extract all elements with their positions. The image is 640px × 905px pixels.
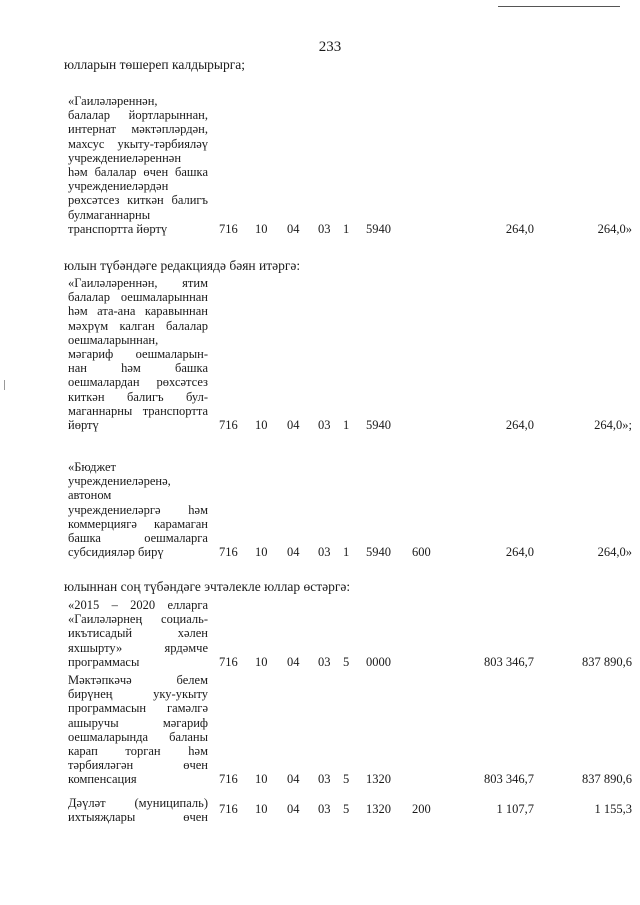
cell-amount-year1: 264,0 [505,221,534,236]
cell-expense-type: 600 [412,545,431,560]
paragraph-new-edition: юлын түбәндәге редакциядә бәян итәргә: [64,258,301,273]
description-line: Дәүләт (муниципаль) [68,796,208,810]
description-line: транспортта йөртү [68,221,168,236]
row-description [68,276,208,432]
cell-program: 03 [318,802,331,816]
row-description [68,460,208,559]
cell-subsection: 04 [287,654,300,669]
description-line: ихтыяҗлары өчен [68,810,208,825]
row-description [68,796,208,824]
description-line: бирүнең уку-укыту [68,687,208,702]
cell-amount-year2: 264,0» [597,221,632,236]
description-line: балалар йортларыннан, [68,108,208,123]
scan-margin-mark [4,380,5,390]
cell-subsection: 04 [287,802,300,816]
cell-section: 10 [255,221,268,236]
description-line: учреждениеләргә һәм [68,502,208,517]
cell-amount-year1: 803 346,7 [484,772,534,787]
cell-amount-year2: 1 155,3 [594,802,632,816]
description-line: булмаганнарны [68,207,151,222]
cell-target-article: 5940 [366,418,391,432]
description-line: тәрбияләгән өчен [68,758,208,773]
cell-subsection: 04 [287,221,300,236]
description-line: оешмалардан рөхсәтсез [68,375,208,390]
cell-direction: 1 [343,545,350,560]
description-line: башка оешмаларга [68,530,208,545]
description-line: махсус укыту-тәрбияләү [68,136,208,151]
cell-target-article: 5940 [366,545,391,560]
description-line: Мәктәпкәчә белем [68,673,208,687]
cell-target-article: 1320 [366,802,391,816]
description-line: мәхрүм калган балалар [68,318,208,333]
description-line: оешмаларыннан, [68,332,159,347]
description-line: учреждениеләреннән [68,150,182,165]
cell-subsection: 04 [287,545,300,560]
cell-program: 03 [318,654,331,669]
cell-subsection: 04 [287,418,300,432]
cell-target-article: 5940 [366,221,391,236]
cell-ministry-code: 716 [219,545,238,560]
cell-ministry-code: 716 [219,654,238,669]
description-line: субсидияләр бирү [68,545,164,560]
cell-ministry-code: 716 [219,802,238,816]
description-line: программасы [68,654,140,669]
cell-target-article: 0000 [366,654,391,669]
cell-direction: 5 [343,802,350,816]
description-line: оешмаларында баланы [68,729,208,744]
description-line: мәгариф оешмаларын- [68,346,208,361]
description-line: учреждениеләрдән [68,179,169,194]
description-line: ашыручы мәгариф [68,715,208,730]
description-line: программасын гамәлгә [68,701,208,716]
cell-section: 10 [255,802,268,816]
cell-amount-year2: 264,0»; [594,418,632,432]
cell-direction: 5 [343,772,350,787]
header-rule [498,6,620,7]
description-line: «Гаиләләреннән, [68,94,158,108]
cell-section: 10 [255,772,268,787]
cell-amount-year1: 1 107,7 [496,802,534,816]
row-description [68,598,208,669]
description-line: учреждениеләренә, [68,474,171,489]
description-line: коммерциягә карамаган [68,516,208,531]
description-line: нан һәм башка [68,361,208,376]
cell-amount-year2: 837 890,6 [582,772,632,787]
cell-expense-type: 200 [412,802,431,816]
description-line: йөртү [68,417,99,432]
cell-section: 10 [255,545,268,560]
cell-target-article: 1320 [366,772,391,787]
description-line: «Бюджет [68,460,116,474]
cell-amount-year1: 264,0 [505,545,534,560]
cell-ministry-code: 716 [219,772,238,787]
cell-program: 03 [318,545,331,560]
cell-ministry-code: 716 [219,418,238,432]
description-line: интернат мәктәпләрдән, [68,122,208,137]
description-line: рөхсәтсез киткән балигъ [68,193,208,208]
description-line: «2015 – 2020 елларга [68,598,208,612]
cell-amount-year2: 264,0» [597,545,632,560]
description-line: балалар оешмаларыннан [68,290,208,305]
paragraph-add-lines: юлыннан соң түбәндәге эчтәлекле юллар өстәргә: [64,579,351,594]
description-line: автоном [68,488,112,503]
cell-section: 10 [255,418,268,432]
description-line: карап торган һәм [68,743,208,758]
cell-amount-year2: 837 890,6 [582,654,632,669]
cell-program: 03 [318,418,331,432]
cell-subsection: 04 [287,772,300,787]
paragraph-remove-lines: юлларын төшереп калдырырга; [64,57,246,72]
cell-direction: 1 [343,221,350,236]
cell-program: 03 [318,221,331,236]
description-line: компенсация [68,772,137,787]
page-number: 233 [318,39,342,55]
cell-ministry-code: 716 [219,221,238,236]
description-line: һәм ата-ана каравыннан [68,304,208,319]
description-line: яхшырту» ярдәмче [68,640,208,655]
cell-section: 10 [255,654,268,669]
description-line: «Гаиләләреннән, ятим [68,276,208,290]
description-line: киткән балигъ бул- [68,389,208,404]
description-line: икътисадый хәлен [68,626,208,641]
cell-direction: 1 [343,418,350,432]
row-description [68,94,208,236]
description-line: «Гаиләләрнең социаль- [68,612,208,627]
row-description [68,673,208,787]
cell-amount-year1: 264,0 [505,418,534,432]
description-line: маганнарны транспортта [68,403,208,418]
cell-amount-year1: 803 346,7 [484,654,534,669]
description-line: һәм балалар өчен башка [68,164,208,179]
cell-program: 03 [318,772,331,787]
cell-direction: 5 [343,654,350,669]
